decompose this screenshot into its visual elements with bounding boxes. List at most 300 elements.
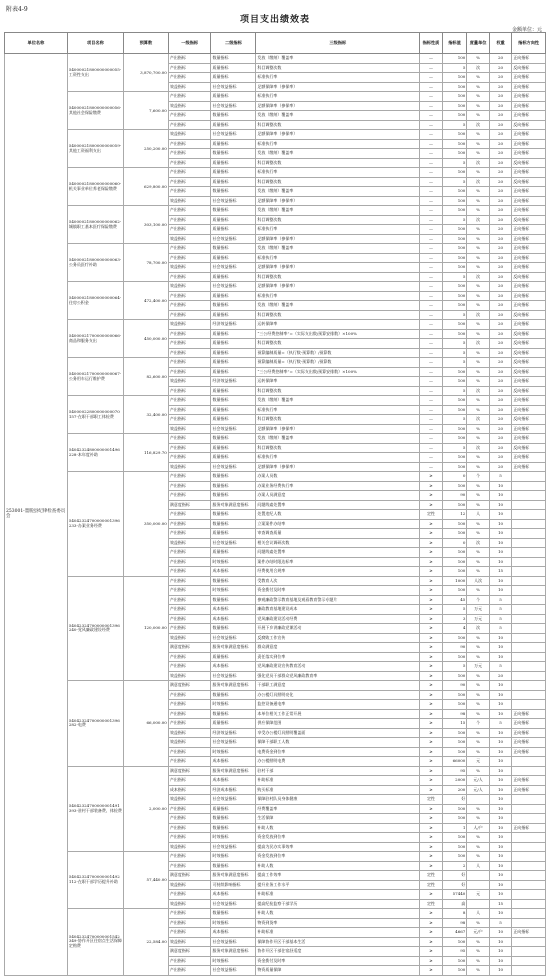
indicator-value-cell: 15 <box>442 719 467 729</box>
direction-cell: 正向指标 <box>512 101 546 111</box>
measure-unit-cell: % <box>467 652 489 662</box>
level3-indicator-cell: 办公楼灯具照明亮化 <box>256 690 420 700</box>
indicator-nature-cell: — <box>420 386 442 396</box>
direction-cell: 正向指标 <box>512 263 546 273</box>
level1-indicator-cell: 效益指标 <box>168 538 211 548</box>
level2-indicator-cell: 数量指标 <box>211 187 256 197</box>
weight-cell: 20 <box>489 301 511 311</box>
weight-cell: 10 <box>489 890 511 900</box>
weight-cell: 20 <box>489 149 511 159</box>
indicator-nature-cell: ≥ <box>420 538 442 548</box>
level2-indicator-cell: 服务对象满意度指标 <box>211 871 256 881</box>
indicator-nature-cell: ≥ <box>420 814 442 824</box>
measure-unit-cell: % <box>467 728 489 738</box>
measure-unit-cell: % <box>467 101 489 111</box>
direction-cell: 反向指标 <box>512 120 546 130</box>
measure-unit-cell: % <box>467 804 489 814</box>
indicator-value-cell: 5 <box>442 443 467 453</box>
level1-indicator-cell: 产出指标 <box>168 890 211 900</box>
level2-indicator-cell: 社会效益指标 <box>211 671 256 681</box>
direction-cell: 正向指标 <box>512 234 546 244</box>
indicator-nature-cell: — <box>420 377 442 387</box>
level3-indicator-cell: 物资质量保障 <box>256 966 420 976</box>
weight-cell: 15 <box>489 567 511 577</box>
indicator-value-cell: 100 <box>442 833 467 843</box>
table-row <box>5 206 546 216</box>
project-name-cell: 54042324700000001396282-电费 <box>67 681 123 767</box>
measure-unit-cell: % <box>467 54 489 64</box>
project-name-cell: 54042324700000001396233-办案业务经费 <box>67 472 123 577</box>
level1-indicator-cell: 产出指标 <box>168 690 211 700</box>
indicator-nature-cell: — <box>420 443 442 453</box>
indicator-nature-cell: — <box>420 196 442 206</box>
project-name-cell: 54000021700000000066-商品和服务支出 <box>67 320 123 358</box>
indicator-value-cell: 100 <box>442 747 467 757</box>
weight-cell: 10 <box>489 861 511 871</box>
level1-indicator-cell: 产出指标 <box>168 405 211 415</box>
measure-unit-cell: % <box>467 320 489 330</box>
level1-indicator-cell: 效益指标 <box>168 899 211 909</box>
level3-indicator-cell: 发放（缴纳）覆盖率 <box>256 301 420 311</box>
budget-cell: 66,000.00 <box>123 681 168 767</box>
weight-cell: 10 <box>489 937 511 947</box>
project-name-cell: 54042324800000001496228-本年度补助 <box>67 434 123 472</box>
direction-cell: 正向指标 <box>512 396 546 406</box>
budget-cell: 450,000.00 <box>123 320 168 358</box>
indicator-nature-cell: ≥ <box>420 833 442 843</box>
level3-indicator-cell: 反腐败工作宣传 <box>256 633 420 643</box>
direction-cell: 反向指标 <box>512 367 546 377</box>
indicator-value-cell: 100 <box>442 937 467 947</box>
indicator-value-cell: 5 <box>442 272 467 282</box>
indicator-nature-cell: 定性 <box>420 795 442 805</box>
level2-indicator-cell: 时效指标 <box>211 833 256 843</box>
indicator-value-cell: 100 <box>442 329 467 339</box>
weight-cell: 20 <box>489 453 511 463</box>
measure-unit-cell: 次 <box>467 339 489 349</box>
indicator-value-cell: 100 <box>442 434 467 444</box>
table-row <box>5 168 546 178</box>
indicator-nature-cell: — <box>420 101 442 111</box>
direction-cell: 正向指标 <box>512 424 546 434</box>
indicator-nature-cell: ≥ <box>420 652 442 662</box>
weight-cell: 20 <box>489 158 511 168</box>
indicator-nature-cell: ≥ <box>420 785 442 795</box>
indicator-value-cell: 100 <box>442 320 467 330</box>
weight-cell: 10 <box>489 633 511 643</box>
indicator-value-cell: 5 <box>442 120 467 130</box>
level1-indicator-cell: 产出指标 <box>168 814 211 824</box>
level2-indicator-cell: 成本指标 <box>211 614 256 624</box>
measure-unit-cell: % <box>467 956 489 966</box>
level3-indicator-cell: 资金发放到位率 <box>256 833 420 843</box>
indicator-nature-cell: 定性 <box>420 510 442 520</box>
indicator-value-cell: 4667 <box>442 928 467 938</box>
indicator-nature-cell: — <box>420 187 442 197</box>
level3-indicator-cell: 发放（缴纳）覆盖率 <box>256 206 420 216</box>
table-row <box>5 320 546 330</box>
level1-indicator-cell: 产出指标 <box>168 453 211 463</box>
direction-cell <box>512 614 546 624</box>
level3-indicator-cell: 标准执行率 <box>256 92 420 102</box>
measure-unit-cell: % <box>467 453 489 463</box>
direction-cell: 反向指标 <box>512 63 546 73</box>
level1-indicator-cell: 产出指标 <box>168 168 211 178</box>
direction-cell <box>512 519 546 529</box>
measure-unit-cell: % <box>467 709 489 719</box>
level2-indicator-cell: 社会效益指标 <box>211 738 256 748</box>
measure-unit-cell: % <box>467 196 489 206</box>
direction-cell: 正向指标 <box>512 196 546 206</box>
level1-indicator-cell: 产出指标 <box>168 918 211 928</box>
direction-cell <box>512 510 546 520</box>
indicator-value-cell: 100 <box>442 263 467 273</box>
direction-cell <box>512 481 546 491</box>
weight-cell: 20 <box>489 310 511 320</box>
table-row <box>5 472 546 482</box>
direction-cell: 正向指标 <box>512 728 546 738</box>
level3-indicator-cell: 科目调整次数 <box>256 158 420 168</box>
measure-unit-cell: 个 <box>467 472 489 482</box>
level1-indicator-cell: 产出指标 <box>168 472 211 482</box>
direction-cell: 正向指标 <box>512 225 546 235</box>
indicator-nature-cell: ≥ <box>420 909 442 919</box>
measure-unit-cell: % <box>467 567 489 577</box>
level3-indicator-cell: 足额保障率（参保率） <box>256 130 420 140</box>
weight-cell: 20 <box>489 424 511 434</box>
level1-indicator-cell: 满意度指标 <box>168 643 211 653</box>
direction-cell: 反向指标 <box>512 177 546 187</box>
indicator-nature-cell: — <box>420 253 442 263</box>
level2-indicator-cell: 数量指标 <box>211 244 256 254</box>
measure-unit-cell: % <box>467 348 489 358</box>
level3-indicator-cell: 科目调整次数 <box>256 415 420 425</box>
indicator-nature-cell: — <box>420 358 442 368</box>
direction-cell: 正向指标 <box>512 301 546 311</box>
direction-cell: 反向指标 <box>512 415 546 425</box>
project-name-cell: 54000021800000000064-住房公积金 <box>67 282 123 320</box>
weight-cell: 10 <box>489 643 511 653</box>
level2-indicator-cell: 数量指标 <box>211 510 256 520</box>
measure-unit-cell: 万元 <box>467 605 489 615</box>
level1-indicator-cell: 产出指标 <box>168 215 211 225</box>
weight-cell: 5 <box>489 918 511 928</box>
indicator-nature-cell: ≥ <box>420 776 442 786</box>
level2-indicator-cell: 社会效益指标 <box>211 937 256 947</box>
measure-unit-cell: % <box>467 329 489 339</box>
level1-indicator-cell: 产出指标 <box>168 396 211 406</box>
measure-unit-cell: 元 <box>467 757 489 767</box>
level1-indicator-cell: 满意度指标 <box>168 871 211 881</box>
level1-indicator-cell: 产出指标 <box>168 909 211 919</box>
indicator-nature-cell: ≥ <box>420 481 442 491</box>
weight-cell: 10 <box>489 652 511 662</box>
level2-indicator-cell: 经济效益指标 <box>211 377 256 387</box>
measure-unit-cell: 元/人 <box>467 785 489 795</box>
direction-cell <box>512 766 546 776</box>
direction-cell <box>512 624 546 634</box>
level3-indicator-cell: 享受办公楼灯具照明覆盖面 <box>256 728 420 738</box>
level2-indicator-cell: 经济效益指标 <box>211 320 256 330</box>
indicator-nature-cell: ≥ <box>420 890 442 900</box>
weight-cell: 10 <box>489 738 511 748</box>
weight-cell: 20 <box>489 443 511 453</box>
level2-indicator-cell: 社会效益指标 <box>211 633 256 643</box>
level1-indicator-cell: 效益指标 <box>168 130 211 140</box>
level1-indicator-cell: 成本指标 <box>168 785 211 795</box>
indicator-nature-cell: — <box>420 415 442 425</box>
weight-cell: 20 <box>489 111 511 121</box>
indicator-value-cell: 3 <box>442 614 467 624</box>
direction-cell: 正向指标 <box>512 320 546 330</box>
level1-indicator-cell: 产出指标 <box>168 652 211 662</box>
indicator-nature-cell: ≥ <box>420 719 442 729</box>
measure-unit-cell: % <box>467 738 489 748</box>
indicator-nature-cell: ≥ <box>420 747 442 757</box>
measure-unit-cell: % <box>467 643 489 653</box>
direction-cell: 反向指标 <box>512 215 546 225</box>
weight-cell: 20 <box>489 54 511 64</box>
weight-cell: 20 <box>489 92 511 102</box>
level1-indicator-cell: 效益指标 <box>168 671 211 681</box>
weight-cell: 20 <box>489 120 511 130</box>
level1-indicator-cell: 效益指标 <box>168 462 211 472</box>
level1-indicator-cell: 产出指标 <box>168 481 211 491</box>
indicator-value-cell: 95 <box>442 766 467 776</box>
level2-indicator-cell: 社会效益指标 <box>211 462 256 472</box>
indicator-nature-cell: ≥ <box>420 947 442 957</box>
level3-indicator-cell: “三公经费控制率”=（实际支出数/预算安排数）×100% <box>256 329 420 339</box>
level2-indicator-cell: 数量指标 <box>211 54 256 64</box>
level3-indicator-cell: 电费资金到位率 <box>256 747 420 757</box>
indicator-nature-cell: — <box>420 177 442 187</box>
level3-indicator-cell: 补助人数 <box>256 909 420 919</box>
level3-indicator-cell: 经费使用合规率 <box>256 567 420 577</box>
measure-unit-cell: % <box>467 206 489 216</box>
direction-cell <box>512 899 546 909</box>
level3-indicator-cell: 购买标准 <box>256 785 420 795</box>
measure-unit-cell: % <box>467 73 489 83</box>
measure-unit-cell: 人 <box>467 909 489 919</box>
level3-indicator-cell: 运转保障率 <box>256 377 420 387</box>
measure-unit-cell: 次 <box>467 158 489 168</box>
project-name-cell: 54000021800000000055-工资性支出 <box>67 54 123 92</box>
direction-cell <box>512 880 546 890</box>
indicator-value-cell: 100 <box>442 282 467 292</box>
table-row <box>5 130 546 140</box>
level1-indicator-cell: 产出指标 <box>168 329 211 339</box>
level1-indicator-cell: 产出指标 <box>168 348 211 358</box>
level2-indicator-cell: 社会效益指标 <box>211 263 256 273</box>
level1-indicator-cell: 产出指标 <box>168 253 211 263</box>
level1-indicator-cell: 效益指标 <box>168 263 211 273</box>
indicator-value-cell: 5 <box>442 605 467 615</box>
level3-indicator-cell: 责任落实到位率 <box>256 652 420 662</box>
measure-unit-cell <box>467 899 489 909</box>
level3-indicator-cell: 科目调整次数 <box>256 272 420 282</box>
level2-indicator-cell: 数量指标 <box>211 491 256 501</box>
measure-unit-cell: % <box>467 481 489 491</box>
measure-unit-cell: % <box>467 966 489 976</box>
level2-indicator-cell: 社会效益指标 <box>211 795 256 805</box>
weight-cell: 10 <box>489 481 511 491</box>
indicator-value-cell: 90 <box>442 491 467 501</box>
weight-cell: 20 <box>489 405 511 415</box>
level3-indicator-cell: 补助标准 <box>256 776 420 786</box>
level2-indicator-cell: 时效指标 <box>211 918 256 928</box>
indicator-value-cell: 12 <box>442 510 467 520</box>
weight-cell: 20 <box>489 215 511 225</box>
weight-cell: 10 <box>489 557 511 567</box>
indicator-nature-cell: ≥ <box>420 937 442 947</box>
level1-indicator-cell: 产出指标 <box>168 595 211 605</box>
level1-indicator-cell: 产出指标 <box>168 158 211 168</box>
direction-cell <box>512 861 546 871</box>
level1-indicator-cell: 产出指标 <box>168 244 211 254</box>
level1-indicator-cell: 满意度指标 <box>168 681 211 691</box>
weight-cell: 20 <box>489 348 511 358</box>
level1-indicator-cell: 产出指标 <box>168 804 211 814</box>
level2-indicator-cell: 成本指标 <box>211 928 256 938</box>
weight-cell: 20 <box>489 415 511 425</box>
direction-cell <box>512 529 546 539</box>
direction-cell: 正向指标 <box>512 187 546 197</box>
level1-indicator-cell: 产出指标 <box>168 700 211 710</box>
level3-indicator-cell: 立案案件办结率 <box>256 519 420 529</box>
direction-cell: 正向指标 <box>512 434 546 444</box>
level3-indicator-cell: 发放（缴纳）覆盖率 <box>256 187 420 197</box>
measure-unit-cell: % <box>467 149 489 159</box>
indicator-value-cell: 5 <box>442 177 467 187</box>
indicator-nature-cell: ≥ <box>420 586 442 596</box>
budget-cell: 78,700.00 <box>123 244 168 282</box>
indicator-nature-cell: ≥ <box>420 529 442 539</box>
indicator-value-cell: 100 <box>442 187 467 197</box>
indicator-value-cell: 100 <box>442 396 467 406</box>
level2-indicator-cell: 数量指标 <box>211 396 256 406</box>
measure-unit-cell: % <box>467 187 489 197</box>
level2-indicator-cell: 社会效益指标 <box>211 234 256 244</box>
indicator-value-cell: 100 <box>442 377 467 387</box>
measure-unit-cell: % <box>467 766 489 776</box>
level2-indicator-cell: 质量指标 <box>211 272 256 282</box>
direction-cell: 反向指标 <box>512 272 546 282</box>
level1-indicator-cell: 产出指标 <box>168 510 211 520</box>
measure-unit-cell: % <box>467 225 489 235</box>
level2-indicator-cell: 经济效益指标 <box>211 728 256 738</box>
level1-indicator-cell: 产出指标 <box>168 719 211 729</box>
indicator-nature-cell: — <box>420 320 442 330</box>
level2-indicator-cell: 社会效益指标 <box>211 424 256 434</box>
header-cell: 三级指标 <box>256 33 420 54</box>
weight-cell: 20 <box>489 272 511 282</box>
weight-cell: 10 <box>489 842 511 852</box>
indicator-value-cell: 5 <box>442 358 467 368</box>
level2-indicator-cell: 质量指标 <box>211 652 256 662</box>
measure-unit-cell: % <box>467 367 489 377</box>
weight-cell: 5 <box>489 624 511 634</box>
indicator-nature-cell: — <box>420 92 442 102</box>
measure-unit-cell: % <box>467 244 489 254</box>
direction-cell: 反向指标 <box>512 348 546 358</box>
direction-cell: 正向指标 <box>512 168 546 178</box>
weight-cell: 20 <box>489 168 511 178</box>
weight-cell: 10 <box>489 795 511 805</box>
indicator-value-cell: 100 <box>442 690 467 700</box>
direction-cell: 正向指标 <box>512 709 546 719</box>
direction-cell <box>512 557 546 567</box>
weight-cell: 10 <box>489 538 511 548</box>
indicator-nature-cell: ≥ <box>420 842 442 852</box>
indicator-value-cell: 100 <box>442 244 467 254</box>
direction-cell: 反向指标 <box>512 358 546 368</box>
direction-cell: 正向指标 <box>512 453 546 463</box>
measure-unit-cell: % <box>467 92 489 102</box>
weight-cell: 10 <box>489 548 511 558</box>
level3-indicator-cell: 科目调整次数 <box>256 177 420 187</box>
indicator-nature-cell: — <box>420 453 442 463</box>
indicator-value-cell: 1 <box>442 823 467 833</box>
level3-indicator-cell: 物资到货率 <box>256 918 420 928</box>
indicator-value-cell: 100 <box>442 405 467 415</box>
direction-cell <box>512 538 546 548</box>
weight-cell: 10 <box>489 928 511 938</box>
indicator-value-cell: 100 <box>442 234 467 244</box>
level2-indicator-cell: 数量指标 <box>211 814 256 824</box>
measure-unit-cell: % <box>467 358 489 368</box>
level3-indicator-cell: 科目调整次数 <box>256 63 420 73</box>
level3-indicator-cell: 审查调查质量 <box>256 529 420 539</box>
level2-indicator-cell: 社会效益指标 <box>211 538 256 548</box>
level2-indicator-cell: 时效指标 <box>211 557 256 567</box>
direction-cell <box>512 500 546 510</box>
indicator-nature-cell: — <box>420 329 442 339</box>
measure-unit-cell: % <box>467 947 489 957</box>
weight-cell: 20 <box>489 434 511 444</box>
level1-indicator-cell: 产出指标 <box>168 662 211 672</box>
measure-unit-cell: % <box>467 842 489 852</box>
indicator-value-cell: 100 <box>442 111 467 121</box>
direction-cell <box>512 890 546 900</box>
budget-cell: 350,000.00 <box>123 472 168 577</box>
level2-indicator-cell: 质量指标 <box>211 177 256 187</box>
project-name-cell: 54000021800000000059-其他工资福利支出 <box>67 130 123 168</box>
header-cell: 指标性质 <box>420 33 442 54</box>
measure-unit-cell: % <box>467 405 489 415</box>
weight-cell: 20 <box>489 377 511 387</box>
level3-indicator-cell: 发放（缴纳）覆盖率 <box>256 111 420 121</box>
indicator-nature-cell: ≥ <box>420 766 442 776</box>
level2-indicator-cell: 质量指标 <box>211 225 256 235</box>
table-row <box>5 852 546 862</box>
level2-indicator-cell: 服务对象满意度指标 <box>211 500 256 510</box>
level2-indicator-cell: 质量指标 <box>211 253 256 263</box>
direction-cell: 正向指标 <box>512 282 546 292</box>
level1-indicator-cell: 产出指标 <box>168 177 211 187</box>
indicator-nature-cell: 定性 <box>420 871 442 881</box>
table-row <box>5 909 546 919</box>
indicator-nature-cell: ≥ <box>420 852 442 862</box>
level2-indicator-cell: 质量指标 <box>211 63 256 73</box>
header-cell: 度量单位 <box>467 33 489 54</box>
direction-cell <box>512 472 546 482</box>
indicator-nature-cell: ≥ <box>420 633 442 643</box>
indicator-value-cell: 100 <box>442 966 467 976</box>
indicator-nature-cell: — <box>420 263 442 273</box>
indicator-nature-cell: ≥ <box>420 690 442 700</box>
project-name-cell: 54042324700000001491393-驻村干部装备费、体检费 <box>67 766 123 852</box>
measure-unit-cell: % <box>467 548 489 558</box>
